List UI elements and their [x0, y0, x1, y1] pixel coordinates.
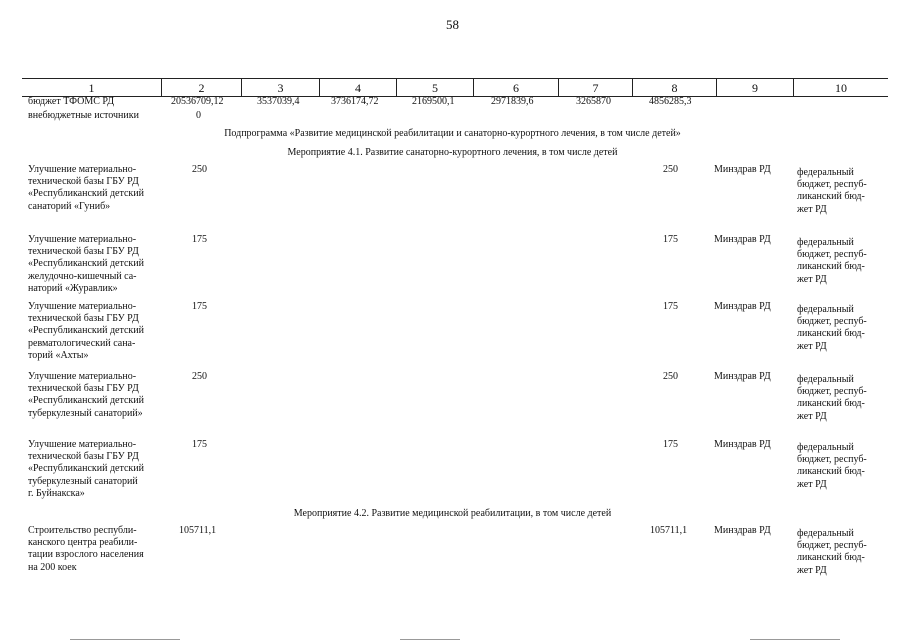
- measure-name-line: ревматологический сана-: [28, 337, 136, 349]
- measure-total: 175: [192, 439, 207, 450]
- budget-value-col-6: 2971839,6: [491, 96, 534, 107]
- funding-source-line: ликанский бюд-: [797, 328, 865, 340]
- funding-source-line: бюджет, респуб-: [797, 179, 867, 191]
- measure-name-line: «Республиканский детский: [28, 463, 144, 475]
- funding-source-line: ликанский бюд-: [797, 466, 865, 478]
- measure-col8: 105711,1: [650, 525, 688, 536]
- funding-source-line: бюджет, респуб-: [797, 249, 867, 261]
- funding-source-line: бюджет, респуб-: [797, 454, 867, 466]
- measure-name-line: Улучшение материально-: [28, 439, 137, 450]
- header-col-7: 7: [558, 79, 632, 96]
- funding-source: [797, 237, 885, 286]
- measure-executor: Минздрав РД: [714, 525, 771, 536]
- funding-source-line: жет РД: [797, 410, 827, 422]
- measure-executor: Минздрав РД: [714, 371, 771, 382]
- funding-source-line: жет РД: [797, 564, 827, 576]
- measure-total: 175: [192, 301, 207, 312]
- budget-value-col-4: 3736174,72: [331, 96, 379, 107]
- measure-41-title: Мероприятие 4.1. Развитие санаторно-курортного лечения, в том числе детей: [287, 147, 618, 158]
- funding-source: [797, 442, 885, 491]
- funding-source-line: жет РД: [797, 273, 827, 285]
- measure-name-line: технической базы ГБУ РД: [28, 176, 139, 188]
- funding-source: [797, 304, 885, 353]
- measure-col8: 175: [663, 301, 678, 312]
- measure-col8: 250: [663, 164, 678, 175]
- funding-source-line: бюджет, респуб-: [797, 316, 867, 328]
- measure-name-line: наторий «Журавлик»: [28, 282, 118, 294]
- budget-row-label: бюджет ТФОМС РД: [28, 96, 115, 107]
- funding-source-line: жет РД: [797, 340, 827, 352]
- budget-value-col-3: 3537039,4: [257, 96, 300, 107]
- measure-name: [28, 234, 152, 295]
- measure-name: [28, 301, 152, 362]
- measure-name-line: Строительство республи-: [28, 525, 137, 536]
- measure-name: [28, 525, 152, 574]
- funding-source-line: федеральный: [797, 167, 854, 178]
- measure-name-line: туберкулезный санаторий: [28, 475, 138, 487]
- funding-source-line: бюджет, респуб-: [797, 386, 867, 398]
- measure-name-line: на 200 коек: [28, 561, 77, 573]
- measure-name-line: Улучшение материально-: [28, 301, 137, 312]
- funding-source-line: бюджет, респуб-: [797, 540, 867, 552]
- measure-total: 250: [192, 371, 207, 382]
- funding-source: [797, 374, 885, 423]
- header-col-10: 10: [793, 79, 888, 96]
- header-col-6: 6: [473, 79, 558, 96]
- measure-name-line: туберкулезный санаторий»: [28, 407, 143, 419]
- measure-name-line: «Республиканский детский: [28, 188, 144, 200]
- measure-executor: Минздрав РД: [714, 301, 771, 312]
- header-col-1: 1: [88, 81, 95, 95]
- measure-col8: 175: [663, 234, 678, 245]
- header-col-9: 9: [716, 79, 793, 96]
- measure-name-line: Улучшение материально-: [28, 164, 137, 175]
- measure-total: 105711,1: [179, 525, 217, 536]
- header-col-8: 8: [632, 79, 716, 96]
- budget-value-col-7: 3265870: [576, 96, 611, 107]
- measure-name-line: «Республиканский детский: [28, 395, 144, 407]
- measure-name-line: торий «Ахты»: [28, 349, 89, 361]
- measure-42-title: Мероприятие 4.2. Развитие медицинской реабилитации, в том числе детей: [293, 508, 612, 519]
- measure-name-line: «Республиканский детский: [28, 258, 144, 270]
- page-number: 58: [446, 17, 459, 32]
- extra-row-value: 0: [196, 110, 201, 121]
- header-col-4: 4: [319, 79, 396, 96]
- funding-source-line: федеральный: [797, 374, 854, 385]
- extra-row-label: внебюджетные источники: [28, 110, 139, 121]
- measure-total: 250: [192, 164, 207, 175]
- measure-name-line: Улучшение материально-: [28, 234, 137, 245]
- header-col-5: 5: [396, 79, 473, 96]
- funding-source: [797, 528, 885, 577]
- budget-value-col-5: 2169500,1: [412, 96, 455, 107]
- measure-name-line: Улучшение материально-: [28, 371, 137, 382]
- funding-source-line: федеральный: [797, 528, 854, 539]
- funding-source-line: ликанский бюд-: [797, 398, 865, 410]
- funding-source-line: федеральный: [797, 237, 854, 248]
- measure-name-line: санаторий «Гуниб»: [28, 200, 111, 212]
- measure-name: [28, 371, 152, 420]
- measure-name: [28, 439, 152, 500]
- funding-source-line: жет РД: [797, 478, 827, 490]
- funding-source-line: жет РД: [797, 203, 827, 215]
- funding-source-line: федеральный: [797, 304, 854, 315]
- header-col-3: 3: [241, 79, 319, 96]
- measure-executor: Минздрав РД: [714, 439, 771, 450]
- subprogram-title: Подпрограмма «Развитие медицинской реабилитации и санаторно-курортного лечения, в том числе детей»: [224, 128, 681, 139]
- measure-name-line: технической базы ГБУ РД: [28, 313, 139, 325]
- funding-source-line: ликанский бюд-: [797, 261, 865, 273]
- funding-source-line: федеральный: [797, 442, 854, 453]
- budget-value-col-2: 20536709,12: [171, 96, 224, 107]
- measure-executor: Минздрав РД: [714, 164, 771, 175]
- table-header: [22, 78, 888, 97]
- funding-source: [797, 167, 885, 216]
- measure-name-line: желудочно-кишечный са-: [28, 270, 137, 282]
- measure-name-line: «Республиканский детский: [28, 325, 144, 337]
- budget-value-col-8: 4856285,3: [649, 96, 692, 107]
- header-col-2: 2: [161, 79, 241, 96]
- funding-source-line: ликанский бюд-: [797, 191, 865, 203]
- measure-name-line: технической базы ГБУ РД: [28, 383, 139, 395]
- measure-col8: 250: [663, 371, 678, 382]
- funding-source-line: ликанский бюд-: [797, 552, 865, 564]
- measure-name: [28, 164, 152, 213]
- measure-executor: Минздрав РД: [714, 234, 771, 245]
- measure-name-line: технической базы ГБУ РД: [28, 246, 139, 258]
- measure-name-line: канского центра реабили-: [28, 537, 138, 549]
- measure-name-line: тации взрослого населения: [28, 549, 144, 561]
- measure-name-line: технической базы ГБУ РД: [28, 451, 139, 463]
- measure-col8: 175: [663, 439, 678, 450]
- measure-total: 175: [192, 234, 207, 245]
- measure-name-line: г. Буйнакска»: [28, 487, 85, 499]
